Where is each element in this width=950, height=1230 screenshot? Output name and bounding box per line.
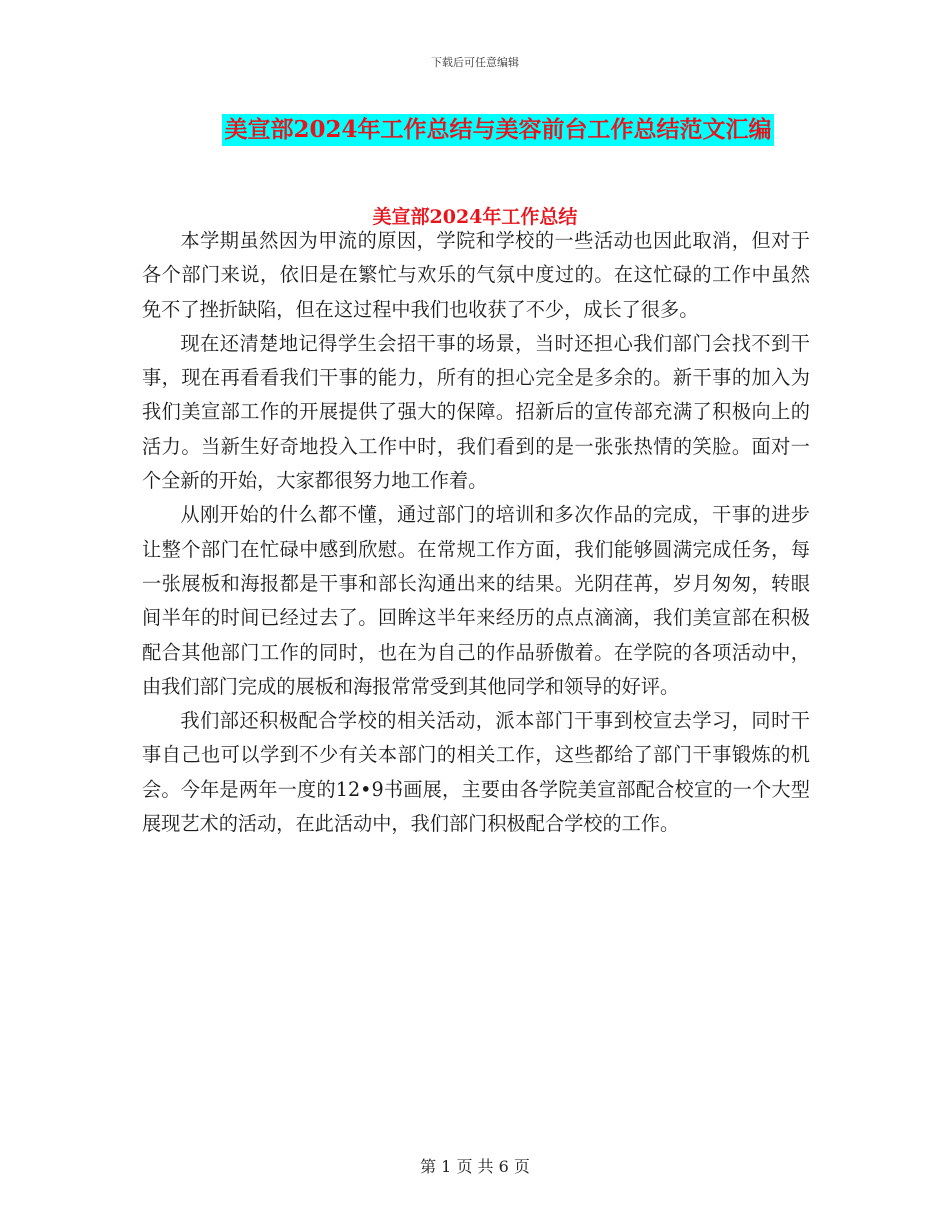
paragraph: 我们部还积极配合学校的相关活动，派本部门干事到校宣去学习，同时干事自己也可以学到不少有关本部门的相关工作，这些都给了部门干事锻炼的机会。今年是两年一度的12•9书画展，主要由各学院美宣部配合校宣的一个大型展现艺术的活动，在此活动中，我们部门积极配合学校的工作。 [142, 709, 810, 836]
header-note: 下载后可任意编辑 [431, 56, 519, 69]
paragraph: 从刚开始的什么都不懂，通过部门的培训和多次作品的完成，干事的进步让整个部门在忙碌中感到欣慰。在常规工作方面，我们能够圆满完成任务，每一张展板和海报都是干事和部长沟通出来的结果。光阴荏苒，岁月匆匆，转眼间半年的时间已经过去了。回眸这半年来经历的点点滴滴，我们美宣部在积极配合其他部门工作的同时，也在为自己的作品骄傲着。在学院的各项活动中，由我们部门完成的展板和海报常常受到其他同学和领导的好评。 [142, 503, 810, 698]
document-body [142, 224, 810, 841]
section-title: 美宣部2024年工作总结 [372, 206, 578, 228]
paragraph: 本学期虽然因为甲流的原因，学院和学校的一些活动也因此取消，但对于各个部门来说，依旧是在繁忙与欢乐的气氛中度过的。在这忙碌的工作中虽然免不了挫折缺陷，但在这过程中我们也收获了不少，成长了很多。 [142, 229, 810, 321]
page-footer: 第 1 页 共 6 页 [420, 1157, 530, 1176]
document-title-container [0, 114, 950, 146]
paragraph: 现在还清楚地记得学生会招干事的场景，当时还担心我们部门会找不到干事，现在再看看我们干事的能力，所有的担心完全是多余的。新干事的加入为我们美宣部工作的开展提供了强大的保障。招新后的宣传部充满了积极向上的活力。当新生好奇地投入工作中时，我们看到的是一张张热情的笑脸。面对一个全新的开始，大家都很努力地工作着。 [142, 331, 810, 493]
document-title: 美宣部2024年工作总结与美容前台工作总结范文汇编 [222, 114, 773, 146]
